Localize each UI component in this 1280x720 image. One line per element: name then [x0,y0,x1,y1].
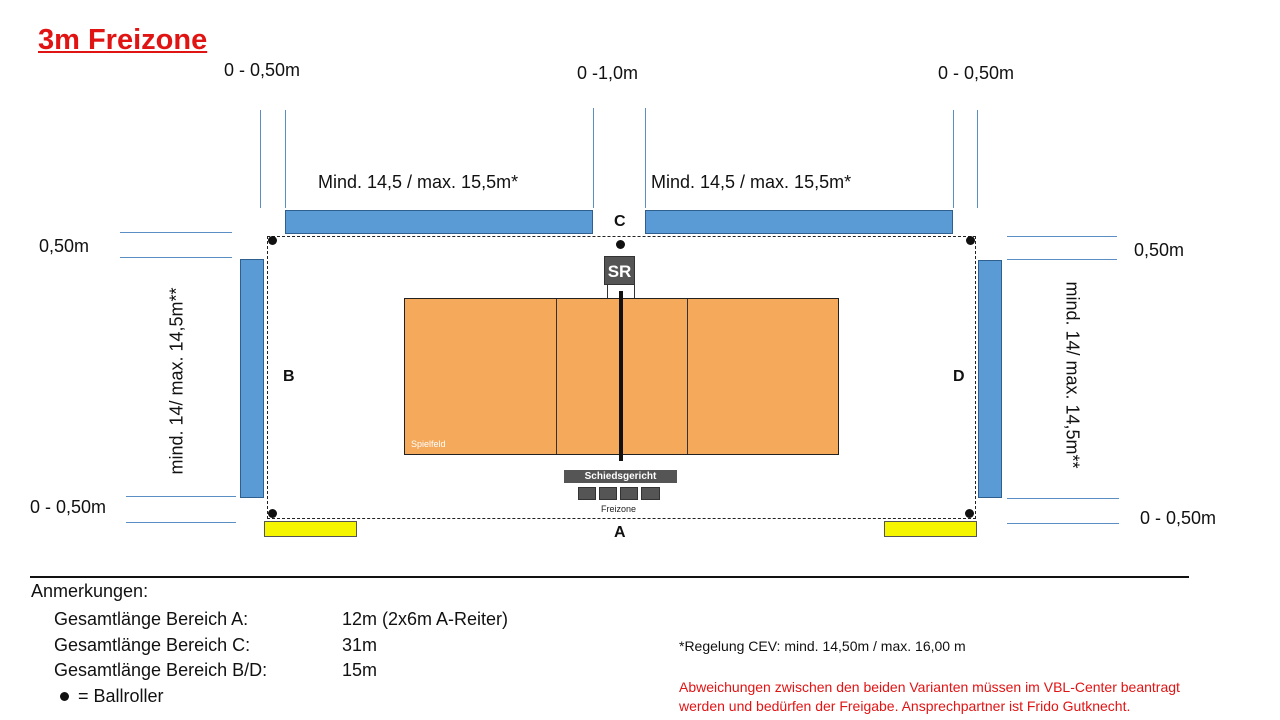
free-zone-label: Freizone [601,504,637,514]
attack-line-left [556,299,557,454]
advert-board-d [978,260,1002,498]
referee-stand-leg [607,285,608,299]
guide-line [126,522,236,523]
ballroller-legend-icon [60,692,69,701]
guide-line [977,110,978,208]
court-label: Spielfeld [411,439,446,449]
area-label-a: A [614,524,626,541]
deviation-note: Abweichungen zwischen den beiden Varianten müssen im VBL-Center beantragt werden und bedürfen der Freigabe. Ansprechpartner ist Frido Gutknecht. [679,679,1180,714]
area-label-c: C [614,213,626,230]
guide-line [285,110,286,208]
attack-line-right [687,299,688,454]
scorer-seat [599,487,617,500]
area-label-d: D [953,368,965,385]
dim-top-right: 0 - 0,50m [938,63,1015,83]
guide-line [120,232,232,233]
ballroller-legend: = Ballroller [78,686,164,706]
notes-heading: Anmerkungen: [31,581,149,601]
note-label: Gesamtlänge Bereich C: [54,635,251,655]
guide-line [645,108,646,208]
guide-line [1007,259,1117,260]
dim-top-left: 0 - 0,50m [224,60,301,80]
side-d-length: mind. 14/ max. 14,5m** [1062,281,1083,469]
guide-line [953,110,954,208]
note-label: Gesamtlänge Bereich A: [54,609,249,629]
dim-right-lower: 0 - 0,50m [1140,508,1217,528]
note-value: 15m [342,660,378,680]
net [619,291,623,461]
guide-line [593,108,594,208]
referee-stand: SR [604,256,635,285]
dim-right-upper: 0,50m [1134,240,1185,260]
advert-board-a-right [884,521,977,537]
advert-board-c-left [285,210,593,234]
note-label: Gesamtlänge Bereich B/D: [54,660,268,680]
guide-line [260,110,261,208]
board-c-right-length: Mind. 14,5 / max. 15,5m* [651,172,852,192]
area-label-b: B [283,368,295,385]
scorer-seat [641,487,660,500]
ballroller-marker [268,236,277,245]
dim-left-lower: 0 - 0,50m [30,497,107,517]
guide-line [1007,523,1119,524]
board-c-left-length: Mind. 14,5 / max. 15,5m* [318,172,519,192]
guide-line [120,257,232,258]
note-value: 31m [342,635,378,655]
advert-board-c-right [645,210,953,234]
scorer-seat [578,487,596,500]
scorer-seat [620,487,638,500]
note-value: 12m (2x6m A-Reiter) [342,609,509,629]
guide-line [1007,236,1117,237]
divider [30,576,1189,578]
cev-note: *Regelung CEV: mind. 14,50m / max. 16,00 m [679,638,966,654]
guide-line [126,496,236,497]
diagram-title: 3m Freizone [38,24,208,56]
ballroller-marker [268,509,277,518]
side-b-length: mind. 14/ max. 14,5m** [166,287,187,475]
guide-line [1007,498,1119,499]
ballroller-marker [616,240,625,249]
advert-board-b [240,259,264,498]
dim-left-upper: 0,50m [39,236,90,256]
ballroller-marker [966,236,975,245]
ballroller-marker [965,509,974,518]
referee-stand-leg [634,285,635,299]
advert-board-a-left [264,521,357,537]
scorer-table: Schiedsgericht [564,470,677,483]
dim-top-center: 0 -1,0m [577,63,639,83]
